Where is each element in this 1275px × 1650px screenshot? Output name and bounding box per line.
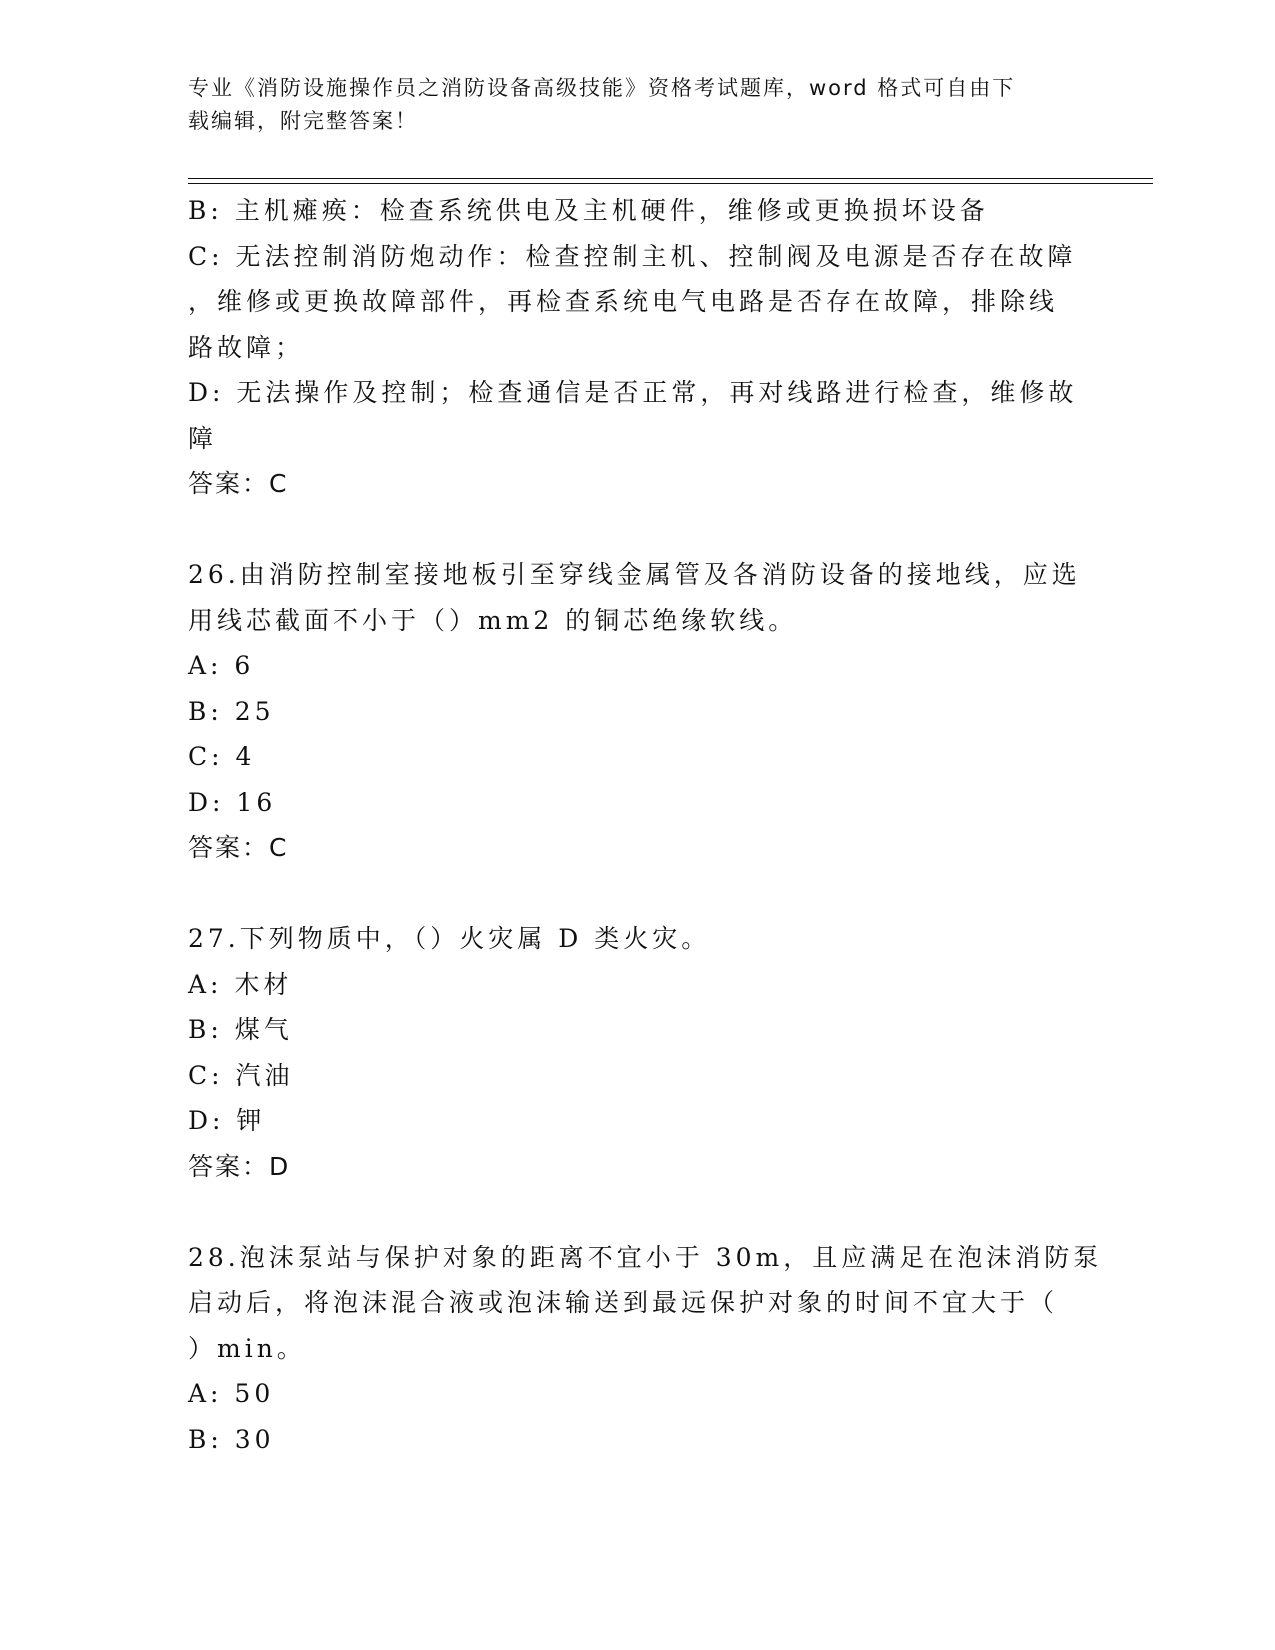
spacer	[188, 871, 1088, 917]
question-stem-line-2: 启动后，将泡沫混合液或泡沫输送到最远保护对象的时间不宜大于（	[188, 1288, 1059, 1317]
answer: 答案：C	[188, 469, 289, 498]
question-stem-line-1: 27.下列物质中，（）火灾属 D 类火灾。	[188, 924, 711, 953]
question-25-continued	[188, 188, 1088, 507]
option-d: D: 钾	[188, 1106, 266, 1135]
option-b: B: 主机瘫痪：检查系统供电及主机硬件，维修或更换损坏设备	[188, 196, 989, 225]
option-a: A: 6	[188, 651, 255, 680]
page-header	[188, 72, 1068, 138]
document-body	[188, 188, 1103, 1462]
header-line-1: 专业《消防设施操作员之消防设备高级技能》资格考试题库，word 格式可自由下	[188, 76, 1016, 100]
option-b: B: 煤气	[188, 1015, 293, 1044]
question-stem-line-2: 用线芯截面不小于（）mm2 的铜芯绝缘软线。	[188, 605, 798, 635]
option-c-line-3: 路故障；	[188, 332, 305, 362]
option-c-line-1: C: 无法控制消防炮动作：检查控制主机、控制阀及电源是否存在故障	[188, 241, 1077, 271]
question-28	[188, 1235, 1103, 1463]
option-d-line-2: 障	[188, 423, 218, 453]
option-c: C: 4	[188, 742, 256, 771]
header-rule-top	[188, 178, 1153, 179]
header-line-2: 载编辑，附完整答案！	[188, 109, 418, 133]
spacer	[188, 507, 1088, 553]
option-b: B: 30	[188, 1424, 275, 1454]
option-b: B: 25	[188, 696, 275, 726]
question-26	[188, 552, 1088, 871]
option-d: D: 16	[188, 787, 277, 817]
option-c: C: 汽油	[188, 1060, 294, 1090]
spacer	[188, 1189, 1088, 1235]
option-c-line-2: ，维修或更换故障部件，再检查系统电气电路是否存在故障，排除线	[188, 287, 1059, 316]
option-a: A: 木材	[188, 969, 293, 999]
header-rule-bottom	[188, 183, 1153, 184]
answer: 答案：C	[188, 833, 289, 862]
question-stem-line-1: 28.泡沫泵站与保护对象的距离不宜小于 30m，且应满足在泡沫消防泵	[188, 1242, 1103, 1272]
option-d-line-1: D: 无法操作及控制；检查通信是否正常，再对线路进行检查，维修故	[188, 378, 1078, 407]
option-a: A: 50	[188, 1379, 275, 1408]
question-stem-line-3: ）min。	[188, 1333, 306, 1363]
answer: 答案：D	[188, 1151, 291, 1181]
question-27	[188, 916, 1088, 1189]
question-stem-line-1: 26.由消防控制室接地板引至穿线金属管及各消防设备的接地线，应选	[188, 560, 1081, 589]
